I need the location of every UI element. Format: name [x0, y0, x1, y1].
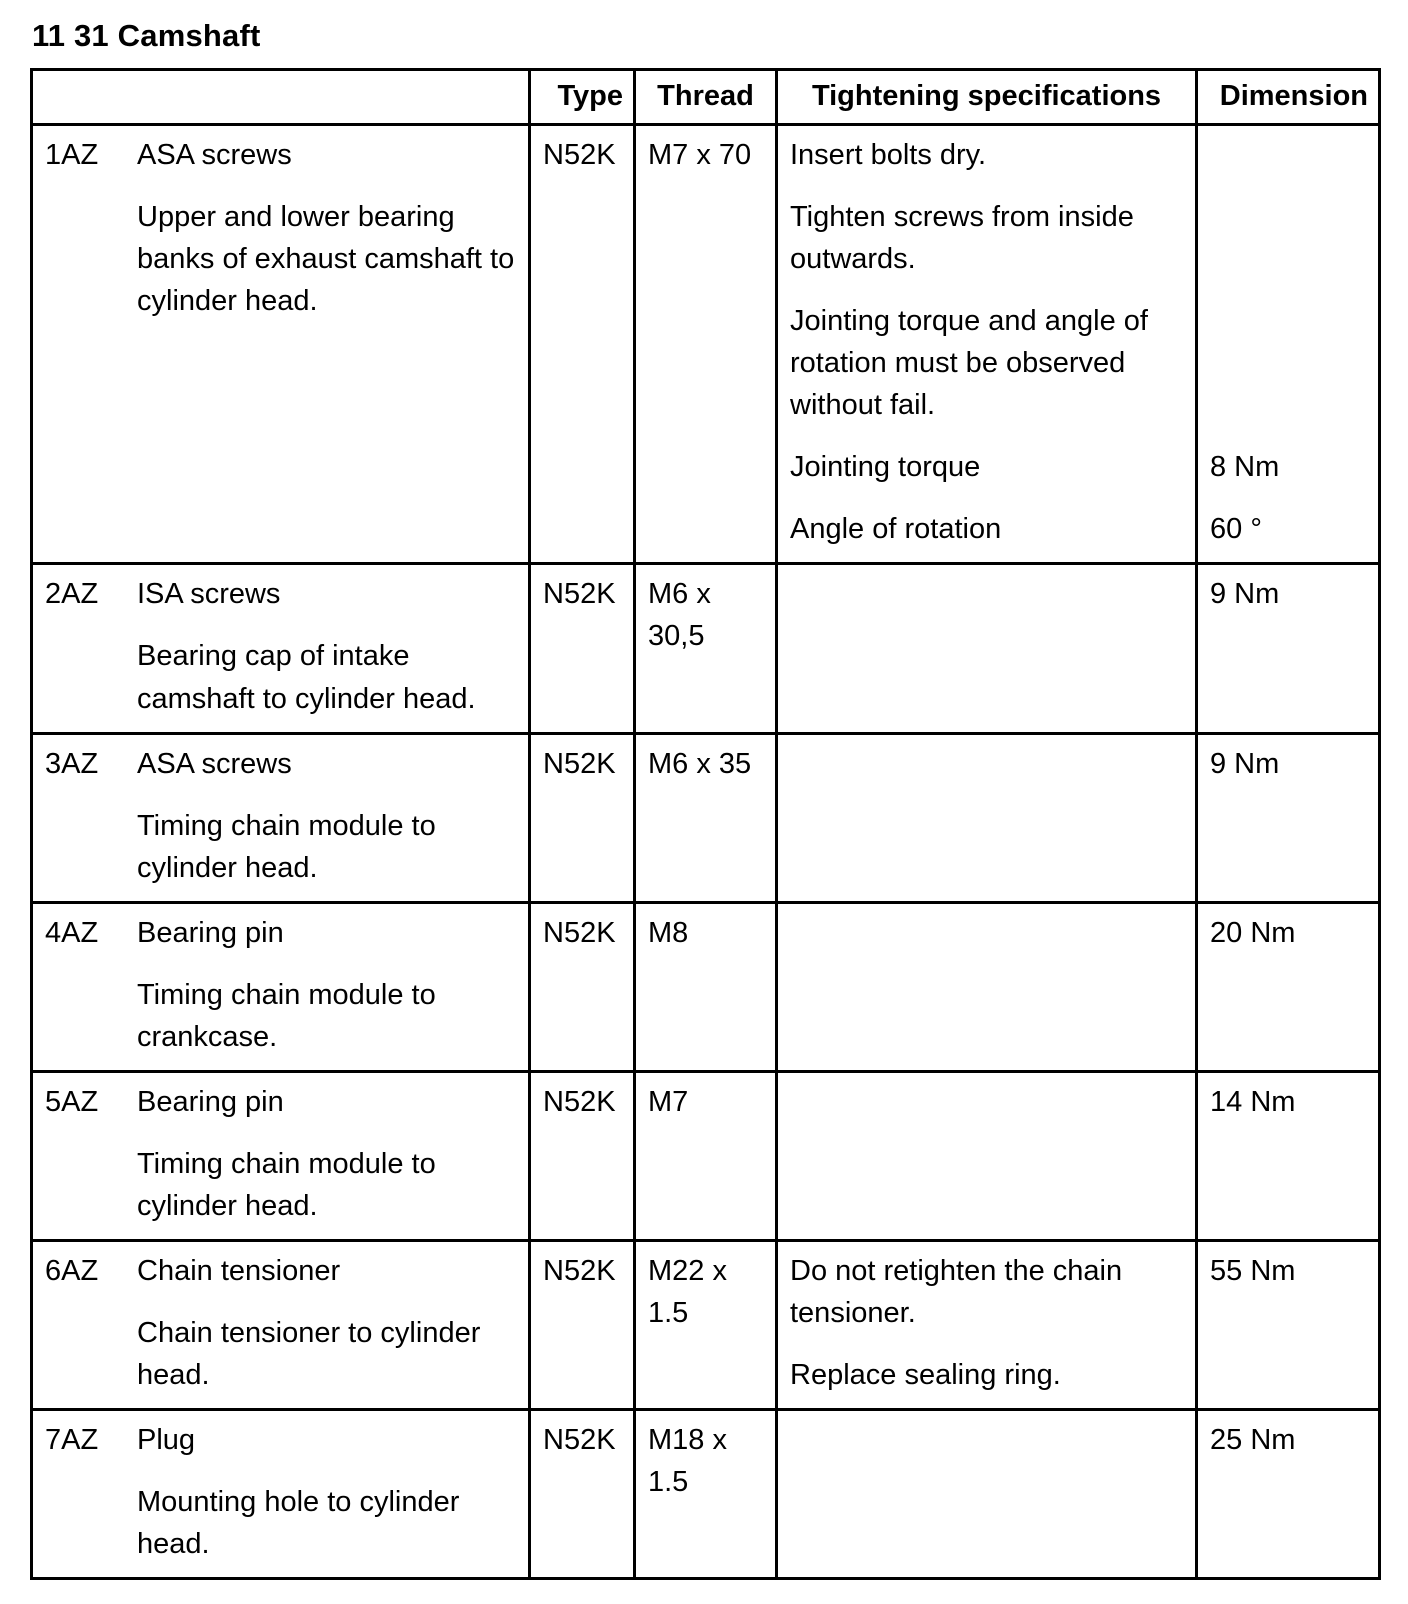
row-description: [137, 196, 516, 322]
paragraph: 20 Nm: [1210, 916, 1296, 949]
item-cell: [32, 1240, 530, 1409]
row-specs: [777, 1071, 1197, 1240]
row-specs: [777, 1240, 1197, 1409]
header-type: Type: [530, 70, 635, 125]
row-description: [137, 1312, 516, 1396]
row-name: Bearing pin: [137, 916, 284, 949]
row-dimension: [1197, 564, 1380, 733]
table-row: [32, 902, 1380, 1071]
row-type: N52K: [530, 564, 635, 733]
row-thread: M6 x 30,5: [635, 564, 777, 733]
row-type: N52K: [530, 733, 635, 902]
row-thread: M7: [635, 1071, 777, 1240]
paragraph: Timing chain module to cylinder head.: [137, 809, 436, 884]
row-name: ASA screws: [137, 747, 292, 780]
header-tightening-specifications: Tightening specifications: [777, 70, 1197, 125]
header-row: [32, 70, 1380, 125]
paragraph: Angle of rotation: [790, 513, 1002, 546]
row-type: N52K: [530, 1071, 635, 1240]
row-id: 5AZ: [45, 1085, 99, 1118]
row-id: 7AZ: [45, 1424, 99, 1457]
item-cell: [32, 564, 530, 733]
paragraph: Chain tensioner to cylinder head.: [137, 1317, 481, 1392]
row-thread: M7 x 70: [635, 125, 777, 564]
row-description: [137, 974, 516, 1058]
row-dimension: [1197, 1240, 1380, 1409]
row-name: Chain tensioner: [137, 1254, 341, 1287]
item-cell: [32, 125, 530, 564]
row-specs: [777, 902, 1197, 1071]
row-type: N52K: [530, 1410, 635, 1579]
table-row: [32, 1410, 1380, 1579]
table-row: [32, 733, 1380, 902]
row-description: [137, 635, 516, 719]
item-cell: [32, 902, 530, 1071]
table-row: [32, 1071, 1380, 1240]
row-type: N52K: [530, 125, 635, 564]
table-row: [32, 564, 1380, 733]
paragraph: 9 Nm: [1210, 747, 1280, 780]
table-header: [32, 70, 1380, 125]
paragraph: Insert bolts dry.: [790, 139, 987, 172]
row-thread: M6 x 35: [635, 733, 777, 902]
paragraph: Do not retighten the chain tensioner.: [790, 1254, 1123, 1330]
paragraph: Timing chain module to crankcase.: [137, 978, 436, 1053]
header-thread: Thread: [635, 70, 777, 125]
row-type: N52K: [530, 1240, 635, 1409]
item-cell: [32, 733, 530, 902]
row-name: Plug: [137, 1424, 196, 1457]
header-dimension: Dimension: [1197, 70, 1380, 125]
row-name: ISA screws: [137, 578, 281, 611]
item-cell: [32, 1071, 530, 1240]
row-dimension: [1197, 902, 1380, 1071]
row-specs: [777, 733, 1197, 902]
row-id: 2AZ: [45, 578, 99, 611]
row-name: ASA screws: [137, 139, 292, 172]
page-title: 11 31 Camshaft: [32, 18, 261, 53]
row-dimension: [1197, 1410, 1380, 1579]
row-name: Bearing pin: [137, 1085, 284, 1118]
paragraph: Bearing cap of intake camshaft to cylinder head.: [137, 640, 476, 715]
row-id: 4AZ: [45, 916, 99, 949]
paragraph: Mounting hole to cylinder head.: [137, 1486, 460, 1561]
paragraph: 55 Nm: [1210, 1254, 1296, 1287]
table-body: [32, 125, 1380, 1579]
torque-spec-table: [30, 68, 1381, 1580]
row-description: [137, 805, 516, 889]
paragraph: Jointing torque: [790, 451, 981, 484]
paragraph: 9 Nm: [1210, 578, 1280, 611]
paragraph: 14 Nm: [1210, 1085, 1296, 1118]
row-thread: M8: [635, 902, 777, 1071]
row-thread: M22 x 1.5: [635, 1240, 777, 1409]
row-specs: [777, 564, 1197, 733]
row-thread: M18 x 1.5: [635, 1410, 777, 1579]
paragraph: Tighten screws from inside outwards.: [790, 201, 1134, 276]
row-description: [137, 1143, 516, 1227]
row-dimension: [1197, 1071, 1380, 1240]
paragraph: Upper and lower bearing banks of exhaust camshaft to cylinder head.: [137, 201, 515, 318]
paragraph: 60 °: [1210, 513, 1262, 546]
item-cell: [32, 1410, 530, 1579]
paragraph: Jointing torque and angle of rotation must be observed without fail.: [790, 305, 1148, 422]
row-dimension: [1197, 125, 1380, 564]
row-specs: [777, 1410, 1197, 1579]
paragraph: Replace sealing ring.: [790, 1359, 1061, 1392]
paragraph: Timing chain module to cylinder head.: [137, 1147, 436, 1222]
paragraph: 8 Nm: [1210, 451, 1280, 484]
table-row: [32, 1240, 1380, 1409]
table-row: [32, 125, 1380, 564]
row-id: 3AZ: [45, 747, 99, 780]
row-id: 6AZ: [45, 1254, 99, 1287]
row-id: 1AZ: [45, 139, 99, 172]
row-description: [137, 1481, 516, 1565]
paragraph: 25 Nm: [1210, 1424, 1296, 1457]
row-dimension: [1197, 733, 1380, 902]
header-item: [32, 70, 530, 125]
row-specs: [777, 125, 1197, 564]
row-type: N52K: [530, 902, 635, 1071]
